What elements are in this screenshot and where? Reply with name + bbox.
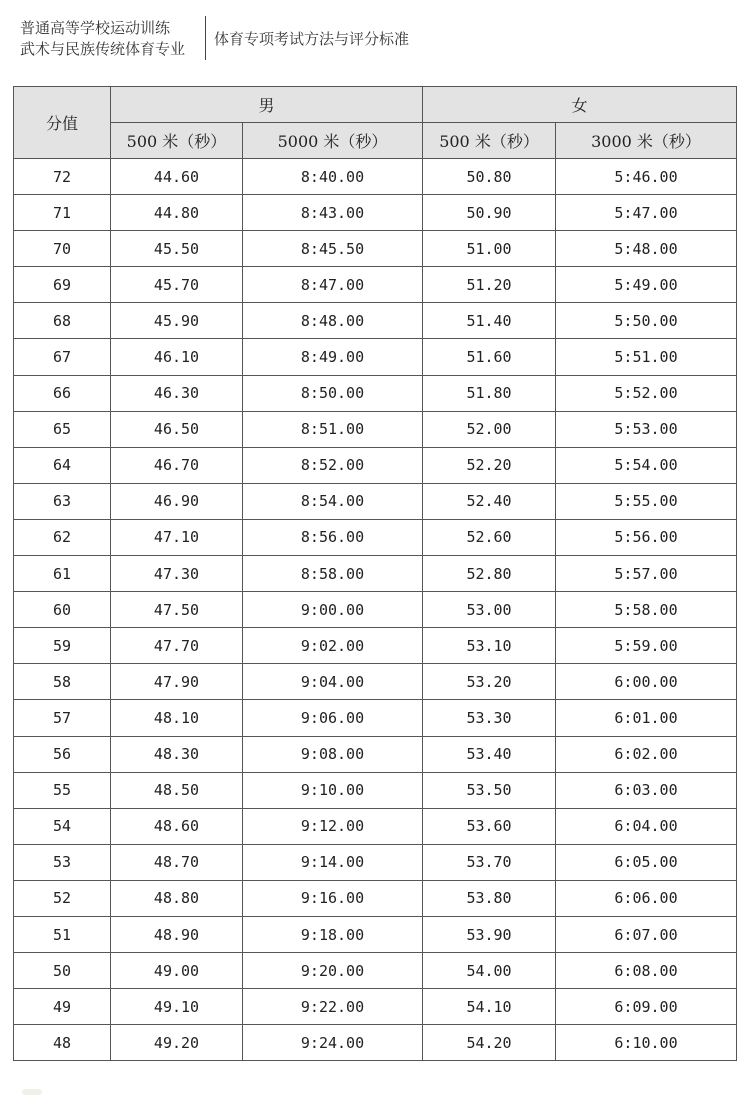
- female-500m-cell: 53.10: [423, 628, 556, 664]
- female-3000m-cell: 5:49.00: [556, 267, 737, 303]
- female-3000m-cell: 6:07.00: [556, 916, 737, 952]
- score-cell: 61: [14, 556, 111, 592]
- table-row: [14, 267, 737, 303]
- male-5000m-cell: 8:51.00: [243, 411, 423, 447]
- table-row: [14, 556, 737, 592]
- table-header-row-group: [14, 87, 737, 123]
- score-table: [13, 86, 737, 1061]
- score-cell: 48: [14, 1025, 111, 1061]
- male-500m-cell: 45.50: [111, 231, 243, 267]
- table-row: [14, 664, 737, 700]
- male-500m-cell: 44.60: [111, 159, 243, 195]
- male-500m-cell: 48.30: [111, 736, 243, 772]
- male-5000m-cell: 8:50.00: [243, 375, 423, 411]
- female-3000m-cell: 5:59.00: [556, 628, 737, 664]
- female-500m-cell: 53.70: [423, 844, 556, 880]
- male-500m-cell: 44.80: [111, 195, 243, 231]
- table-row: [14, 844, 737, 880]
- female-3000m-cell: 5:46.00: [556, 159, 737, 195]
- female-500m-cell: 53.00: [423, 592, 556, 628]
- header-title: 体育专项考试方法与评分标准: [214, 30, 410, 48]
- female-3000m-cell: 5:55.00: [556, 483, 737, 519]
- male-500m-cell: 47.70: [111, 628, 243, 664]
- female-500m-cell: 52.80: [423, 556, 556, 592]
- male-500m-cell: 45.90: [111, 303, 243, 339]
- male-5000m-cell: 9:08.00: [243, 736, 423, 772]
- male-5000m-cell: 9:16.00: [243, 880, 423, 916]
- female-3000m-cell: 5:51.00: [556, 339, 737, 375]
- female-500m-cell: 54.10: [423, 989, 556, 1025]
- male-500m-cell: 48.90: [111, 916, 243, 952]
- female-500m-header: 500 米（秒）: [423, 123, 556, 159]
- table-row: [14, 519, 737, 555]
- male-500m-cell: 49.10: [111, 989, 243, 1025]
- female-500m-cell: 51.40: [423, 303, 556, 339]
- female-3000m-cell: 5:54.00: [556, 447, 737, 483]
- female-3000m-cell: 6:09.00: [556, 989, 737, 1025]
- male-5000m-cell: 9:06.00: [243, 700, 423, 736]
- female-500m-cell: 52.60: [423, 519, 556, 555]
- score-cell: 69: [14, 267, 111, 303]
- female-3000m-cell: 6:01.00: [556, 700, 737, 736]
- male-5000m-cell: 8:49.00: [243, 339, 423, 375]
- score-cell: 68: [14, 303, 111, 339]
- score-cell: 70: [14, 231, 111, 267]
- male-5000m-header: 5000 米（秒）: [243, 123, 423, 159]
- female-3000m-cell: 6:00.00: [556, 664, 737, 700]
- table-row: [14, 989, 737, 1025]
- male-5000m-cell: 9:12.00: [243, 808, 423, 844]
- female-500m-cell: 53.50: [423, 772, 556, 808]
- female-3000m-cell: 6:05.00: [556, 844, 737, 880]
- male-5000m-cell: 9:24.00: [243, 1025, 423, 1061]
- male-5000m-cell: 9:20.00: [243, 953, 423, 989]
- male-500m-cell: 49.00: [111, 953, 243, 989]
- score-cell: 62: [14, 519, 111, 555]
- male-5000m-cell: 8:47.00: [243, 267, 423, 303]
- male-500m-cell: 47.90: [111, 664, 243, 700]
- female-3000m-cell: 5:53.00: [556, 411, 737, 447]
- male-5000m-cell: 8:54.00: [243, 483, 423, 519]
- female-group-header: 女: [423, 87, 737, 123]
- male-500m-cell: 48.60: [111, 808, 243, 844]
- female-3000m-cell: 5:52.00: [556, 375, 737, 411]
- male-500m-cell: 45.70: [111, 267, 243, 303]
- male-500m-cell: 47.30: [111, 556, 243, 592]
- table-row: [14, 231, 737, 267]
- male-5000m-cell: 8:40.00: [243, 159, 423, 195]
- female-500m-cell: 53.40: [423, 736, 556, 772]
- score-cell: 65: [14, 411, 111, 447]
- table-row: [14, 483, 737, 519]
- male-500m-cell: 48.80: [111, 880, 243, 916]
- male-5000m-cell: 9:22.00: [243, 989, 423, 1025]
- score-cell: 50: [14, 953, 111, 989]
- score-cell: 58: [14, 664, 111, 700]
- score-cell: 59: [14, 628, 111, 664]
- table-row: [14, 808, 737, 844]
- score-cell: 49: [14, 989, 111, 1025]
- score-cell: 54: [14, 808, 111, 844]
- female-3000m-cell: 6:02.00: [556, 736, 737, 772]
- table-body: [14, 159, 737, 1061]
- male-500m-cell: 49.20: [111, 1025, 243, 1061]
- male-500m-cell: 46.30: [111, 375, 243, 411]
- score-cell: 67: [14, 339, 111, 375]
- male-group-header: 男: [111, 87, 423, 123]
- header-program: [20, 18, 185, 60]
- female-3000m-cell: 5:56.00: [556, 519, 737, 555]
- header-line-1: 普通高等学校运动训练: [20, 19, 171, 37]
- table-row: [14, 953, 737, 989]
- male-5000m-cell: 9:14.00: [243, 844, 423, 880]
- female-500m-cell: 52.40: [423, 483, 556, 519]
- female-500m-cell: 51.80: [423, 375, 556, 411]
- table-row: [14, 1025, 737, 1061]
- female-3000m-cell: 5:48.00: [556, 231, 737, 267]
- table-row: [14, 700, 737, 736]
- female-500m-cell: 54.20: [423, 1025, 556, 1061]
- score-cell: 72: [14, 159, 111, 195]
- male-5000m-cell: 8:56.00: [243, 519, 423, 555]
- table-row: [14, 303, 737, 339]
- male-5000m-cell: 8:52.00: [243, 447, 423, 483]
- female-3000m-cell: 5:57.00: [556, 556, 737, 592]
- table-row: [14, 736, 737, 772]
- male-5000m-cell: 8:48.00: [243, 303, 423, 339]
- score-cell: 55: [14, 772, 111, 808]
- female-500m-cell: 54.00: [423, 953, 556, 989]
- female-3000m-cell: 6:04.00: [556, 808, 737, 844]
- male-500m-cell: 46.50: [111, 411, 243, 447]
- score-cell: 71: [14, 195, 111, 231]
- female-3000m-header: 3000 米（秒）: [556, 123, 737, 159]
- table-row: [14, 772, 737, 808]
- header-line-2: 武术与民族传统体育专业: [20, 40, 186, 58]
- male-500m-cell: 47.10: [111, 519, 243, 555]
- score-cell: 57: [14, 700, 111, 736]
- male-5000m-cell: 9:18.00: [243, 916, 423, 952]
- male-500m-cell: 48.70: [111, 844, 243, 880]
- female-3000m-cell: 6:10.00: [556, 1025, 737, 1061]
- male-5000m-cell: 8:58.00: [243, 556, 423, 592]
- female-500m-cell: 51.60: [423, 339, 556, 375]
- female-500m-cell: 50.90: [423, 195, 556, 231]
- female-500m-cell: 53.20: [423, 664, 556, 700]
- male-500m-cell: 46.10: [111, 339, 243, 375]
- page-header: [0, 0, 750, 70]
- score-cell: 51: [14, 916, 111, 952]
- table-row: [14, 880, 737, 916]
- female-500m-cell: 52.20: [423, 447, 556, 483]
- female-3000m-cell: 5:47.00: [556, 195, 737, 231]
- female-500m-cell: 51.20: [423, 267, 556, 303]
- female-500m-cell: 50.80: [423, 159, 556, 195]
- female-500m-cell: 52.00: [423, 411, 556, 447]
- male-5000m-cell: 9:04.00: [243, 664, 423, 700]
- score-cell: 60: [14, 592, 111, 628]
- male-5000m-cell: 9:02.00: [243, 628, 423, 664]
- male-5000m-cell: 8:45.50: [243, 231, 423, 267]
- score-cell: 64: [14, 447, 111, 483]
- female-500m-cell: 53.90: [423, 916, 556, 952]
- header-divider: [205, 16, 206, 60]
- male-500m-cell: 46.70: [111, 447, 243, 483]
- male-5000m-cell: 8:43.00: [243, 195, 423, 231]
- table-row: [14, 411, 737, 447]
- table-header-row-columns: [14, 123, 737, 159]
- table-row: [14, 592, 737, 628]
- male-500m-cell: 46.90: [111, 483, 243, 519]
- table-row: [14, 447, 737, 483]
- male-500m-cell: 48.10: [111, 700, 243, 736]
- score-cell: 56: [14, 736, 111, 772]
- female-3000m-cell: 6:06.00: [556, 880, 737, 916]
- score-column-header: 分值: [14, 87, 111, 159]
- female-500m-cell: 51.00: [423, 231, 556, 267]
- female-3000m-cell: 5:50.00: [556, 303, 737, 339]
- male-500m-cell: 48.50: [111, 772, 243, 808]
- female-500m-cell: 53.80: [423, 880, 556, 916]
- male-5000m-cell: 9:00.00: [243, 592, 423, 628]
- table-header: [14, 87, 737, 159]
- score-cell: 63: [14, 483, 111, 519]
- score-cell: 66: [14, 375, 111, 411]
- female-3000m-cell: 6:08.00: [556, 953, 737, 989]
- male-5000m-cell: 9:10.00: [243, 772, 423, 808]
- female-500m-cell: 53.60: [423, 808, 556, 844]
- table-row: [14, 195, 737, 231]
- male-500m-cell: 47.50: [111, 592, 243, 628]
- female-3000m-cell: 5:58.00: [556, 592, 737, 628]
- page-edge-mark: [22, 1089, 42, 1095]
- male-500m-header: 500 米（秒）: [111, 123, 243, 159]
- female-500m-cell: 53.30: [423, 700, 556, 736]
- female-3000m-cell: 6:03.00: [556, 772, 737, 808]
- table-row: [14, 628, 737, 664]
- table-row: [14, 159, 737, 195]
- table-row: [14, 916, 737, 952]
- score-cell: 52: [14, 880, 111, 916]
- table-row: [14, 339, 737, 375]
- score-cell: 53: [14, 844, 111, 880]
- table-row: [14, 375, 737, 411]
